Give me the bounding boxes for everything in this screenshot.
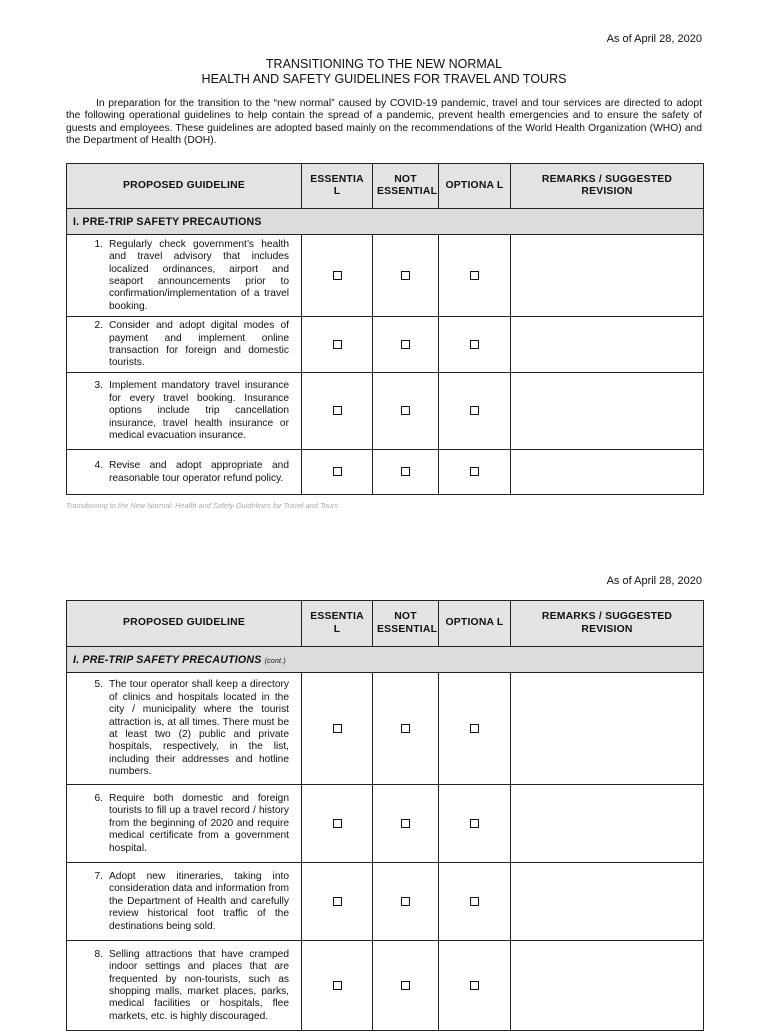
page-footer: Transitioning to the New Normal: Health and Safety Guidelines for Travel and Tours — [66, 501, 339, 510]
table-row — [67, 317, 704, 373]
section-title: I. PRE-TRIP SAFETY PRECAUTIONS — [67, 209, 704, 235]
not-essential-checkbox[interactable] — [401, 819, 410, 828]
table-row — [67, 673, 704, 785]
remarks-cell[interactable] — [511, 941, 704, 1031]
item-text: Revise and adopt appropriate and reasonable tour operator refund policy. — [109, 460, 289, 484]
col-remarks: REMARKS / SUGGESTED REVISION — [511, 164, 704, 209]
not-essential-checkbox[interactable] — [401, 340, 410, 349]
table-row — [67, 373, 704, 450]
date-label: As of April 28, 2020 — [606, 575, 702, 587]
col-not-essential: NOT ESSENTIAL — [373, 164, 439, 209]
optional-checkbox[interactable] — [470, 340, 479, 349]
item-text: Adopt new itineraries, taking into consideration data and information from the Department of Health and carefully review historical foot traffic of the destinations being sold. — [109, 870, 289, 932]
item-number: 3. — [94, 380, 103, 392]
remarks-cell[interactable] — [511, 317, 704, 373]
col-essential: ESSENTIA L — [302, 164, 373, 209]
essential-checkbox[interactable] — [333, 406, 342, 415]
not-essential-checkbox[interactable] — [401, 406, 410, 415]
not-essential-checkbox[interactable] — [401, 981, 410, 990]
essential-checkbox[interactable] — [333, 724, 342, 733]
col-remarks: REMARKS / SUGGESTED REVISION — [511, 601, 704, 647]
section-title: I. PRE-TRIP SAFETY PRECAUTIONS — [73, 653, 262, 666]
essential-checkbox[interactable] — [333, 897, 342, 906]
essential-checkbox[interactable] — [333, 981, 342, 990]
item-text: Selling attractions that have cramped indoor settings and places that are frequented by non-tourists, such as shopping malls, market places, parks, medical facilities or hospitals, flee markets, etc. is highly discouraged. — [109, 948, 289, 1022]
guidelines-table-2 — [66, 600, 704, 1031]
section-note: (cont.) — [264, 657, 286, 665]
table-row — [67, 863, 704, 941]
optional-checkbox[interactable] — [470, 724, 479, 733]
document-title: TRANSITIONING TO THE NEW NORMAL — [265, 57, 503, 71]
col-proposed-guideline: PROPOSED GUIDELINE — [67, 601, 302, 647]
not-essential-checkbox[interactable] — [401, 271, 410, 280]
date-label: As of April 28, 2020 — [606, 33, 702, 45]
optional-checkbox[interactable] — [470, 406, 479, 415]
document-subtitle: HEALTH AND SAFETY GUIDELINES FOR TRAVEL AND TOURS — [201, 72, 567, 86]
col-essential: ESSENTIA L — [302, 601, 373, 647]
item-number: 4. — [94, 460, 103, 472]
essential-checkbox[interactable] — [333, 819, 342, 828]
not-essential-checkbox[interactable] — [401, 467, 410, 476]
item-text: The tour operator shall keep a directory of clinics and hospitals located in the city / municipality where the tourist attraction is, at all times. There must be at least two (2) public and private hospitals, respectively, in the list, including their addresses and hotline numbers. — [109, 679, 289, 778]
essential-checkbox[interactable] — [333, 467, 342, 476]
optional-checkbox[interactable] — [470, 271, 479, 280]
col-optional: OPTIONA L — [439, 601, 511, 647]
intro-paragraph — [66, 98, 702, 148]
header-row — [67, 164, 704, 209]
intro-text: In preparation for the transition to the “new normal” caused by COVID-19 pandemic, travel and tour services are directed to adopt the following operational guidelines to help contain the spread of a pandemic, prevent health emergencies and to ensure the safety of guests and employees. These guidelines are adopted based mainly on the recommendations of the World Health Organization (WHO) and the Department of Health (DOH). — [66, 98, 702, 147]
item-number: 6. — [94, 792, 103, 804]
not-essential-checkbox[interactable] — [401, 897, 410, 906]
item-text: Implement mandatory travel insurance for every travel booking. Insurance options include trip cancellation insurance, travel health insurance or medical evacuation insurance. — [109, 380, 289, 442]
remarks-cell[interactable] — [511, 450, 704, 495]
essential-checkbox[interactable] — [333, 340, 342, 349]
item-number: 2. — [94, 320, 103, 332]
item-number: 7. — [94, 870, 103, 882]
not-essential-checkbox[interactable] — [401, 724, 410, 733]
item-text: Consider and adopt digital modes of payment and implement online transaction for foreign and domestic tourists. — [109, 320, 289, 369]
item-number: 5. — [94, 679, 103, 691]
item-text: Require both domestic and foreign tourists to fill up a travel record / history from the beginning of 2020 and require medical certificate from a government hospital. — [109, 792, 289, 854]
header-row — [67, 601, 704, 647]
guidelines-table-1 — [66, 163, 704, 495]
remarks-cell[interactable] — [511, 863, 704, 941]
essential-checkbox[interactable] — [333, 271, 342, 280]
table-row — [67, 941, 704, 1031]
section-row — [67, 647, 704, 673]
table-row — [67, 450, 704, 495]
optional-checkbox[interactable] — [470, 981, 479, 990]
remarks-cell[interactable] — [511, 373, 704, 450]
item-number: 1. — [94, 238, 103, 250]
optional-checkbox[interactable] — [470, 897, 479, 906]
remarks-cell[interactable] — [511, 235, 704, 317]
remarks-cell[interactable] — [511, 673, 704, 785]
section-row — [67, 209, 704, 235]
col-proposed-guideline: PROPOSED GUIDELINE — [67, 164, 302, 209]
item-number: 8. — [94, 948, 103, 960]
optional-checkbox[interactable] — [470, 819, 479, 828]
col-not-essential: NOT ESSENTIAL — [373, 601, 439, 647]
table-row — [67, 235, 704, 317]
item-text: Regularly check government’s health and travel advisory that includes localized ordinances, airport and seaport announcements prior to confirmation/implementation of a travel booking. — [109, 238, 289, 312]
remarks-cell[interactable] — [511, 785, 704, 863]
optional-checkbox[interactable] — [470, 467, 479, 476]
table-row — [67, 785, 704, 863]
col-optional: OPTIONA L — [439, 164, 511, 209]
